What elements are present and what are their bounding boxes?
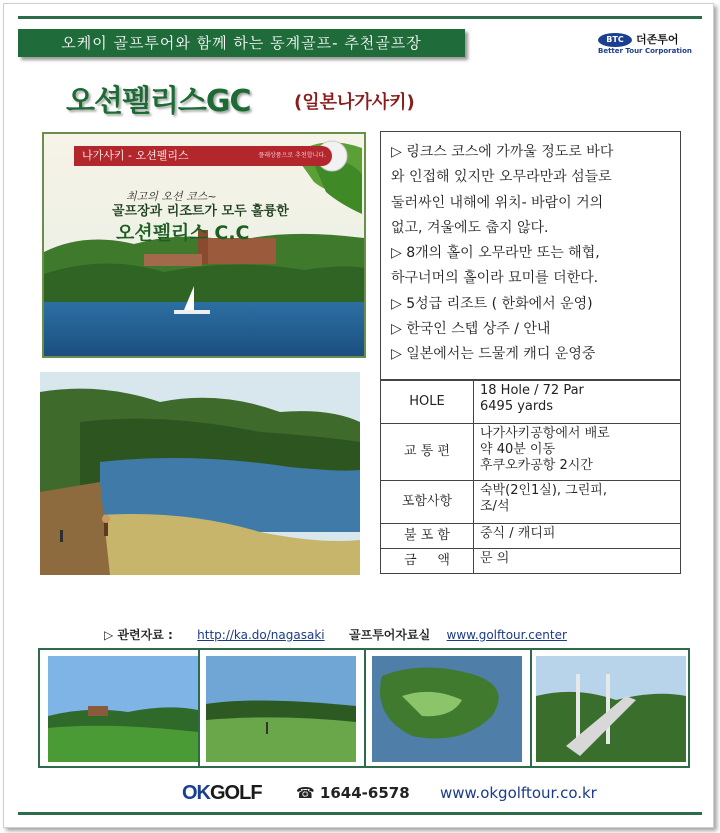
- table-row: [381, 524, 681, 549]
- thumbnail-fairway: [48, 656, 198, 762]
- golftour-center-link[interactable]: www.golftour.center: [446, 628, 567, 642]
- strip-divider: [198, 650, 200, 766]
- okgolf-logo: [182, 782, 262, 805]
- phone-number: ☎ 1644-6578: [296, 784, 410, 802]
- info-key-included: 포함사항: [381, 481, 474, 524]
- strip-divider: [364, 650, 366, 766]
- info-key-hole: HOLE: [381, 381, 474, 424]
- info-value-transport: [474, 424, 681, 481]
- description-line: 없고, 겨울에도 춥지 않다.: [391, 219, 549, 236]
- info-value-line: 나가사키공항에서 배로: [480, 426, 610, 441]
- thumbnail-bridge: [536, 656, 686, 762]
- info-key-excluded: 불 포 함: [381, 524, 474, 549]
- info-key-transport: 교 통 편: [381, 424, 474, 481]
- promo-label-small: 플래상품으로 추천합니다.: [258, 152, 326, 159]
- description-line: 하구너머의 홀이라 묘미를 더한다.: [391, 270, 599, 287]
- info-value-line: 후쿠오카공항 2시간: [480, 458, 593, 473]
- promo-line-2: 골프장과 리조트가 모두 훌륭한: [112, 204, 289, 219]
- promo-label: [74, 146, 332, 166]
- btc-logo-mark: BTC: [598, 33, 632, 47]
- info-value-line: 6495 yards: [480, 399, 554, 414]
- description-box: [380, 131, 681, 380]
- table-row: [381, 481, 681, 524]
- course-photo: [40, 372, 360, 575]
- description-line: ▷ 한국인 스텝 상주 / 안내: [391, 321, 551, 338]
- info-value-line: 조/석: [480, 499, 510, 514]
- table-row: [381, 424, 681, 481]
- table-row: [381, 381, 681, 424]
- info-value-line: 약 40분 이동: [480, 442, 556, 457]
- promo-line-3: 오션펠리스 C.C: [116, 222, 250, 244]
- info-value-excluded: [474, 524, 681, 549]
- description-line: ▷ 일본에서는 드물게 캐디 운영중: [391, 346, 596, 363]
- promo-line-1: 최고의 오션 코스~: [126, 190, 217, 203]
- resort-scene-illustration: [44, 134, 364, 356]
- info-value-line: 문 의: [480, 551, 510, 566]
- info-value-line: 숙박(2인1실), 그린피,: [480, 483, 607, 498]
- description-line: 둘러싸인 내해에 위치- 바람이 거의: [391, 194, 604, 211]
- top-rule: [18, 16, 702, 19]
- info-value-price: [474, 549, 681, 574]
- info-value-included: [474, 481, 681, 524]
- description-line: 와 인접해 있지만 오무라만과 섬들로: [391, 169, 612, 186]
- related-label: ▷ 관련자료 :: [104, 628, 173, 642]
- btc-logo: [598, 31, 708, 57]
- header-banner: 오케이 골프투어와 함께 하는 동계골프- 추천골프장: [18, 29, 465, 57]
- promo-label-text: 나가사키 - 오션펠리스: [82, 149, 189, 162]
- table-row: [381, 549, 681, 574]
- info-table: [380, 380, 681, 574]
- okgolf-logo-golf: GOLF: [210, 782, 262, 804]
- course-scene-illustration: [40, 372, 360, 575]
- info-value-line: 18 Hole / 72 Par: [480, 383, 584, 398]
- page-subtitle: (일본나가사키): [294, 92, 415, 113]
- description-line: ▷ 링크스 코스에 가까울 정도로 바다: [391, 144, 614, 160]
- description-line: ▷ 8개의 홀이 오무라만 또는 해협,: [391, 245, 600, 262]
- golftour-archive-label: 골프투어자료실: [349, 628, 431, 642]
- website-link[interactable]: www.okgolftour.co.kr: [440, 784, 597, 802]
- photo-strip: [38, 648, 690, 768]
- brand-name-kr: 더존투어: [636, 33, 679, 46]
- strip-divider: [530, 650, 532, 766]
- info-value-hole: [474, 381, 681, 424]
- thumbnail-green: [206, 656, 356, 762]
- bottom-rule: [18, 812, 702, 815]
- thumbnail-aerial: [372, 656, 522, 762]
- info-value-line: 중식 / 캐디피: [480, 526, 556, 541]
- related-links: [104, 626, 567, 643]
- info-key-price: 금 액: [381, 549, 474, 574]
- page-title: 오션펠리스GC: [66, 84, 251, 119]
- brand-name-en: Better Tour Corporation: [598, 47, 692, 55]
- resort-promo-image: [42, 132, 366, 358]
- description-line: ▷ 5성급 리조트 ( 한화에서 운영): [391, 295, 593, 312]
- okgolf-logo-ok: OK: [182, 782, 210, 804]
- nagasaki-link[interactable]: http://ka.do/nagasaki: [197, 628, 325, 642]
